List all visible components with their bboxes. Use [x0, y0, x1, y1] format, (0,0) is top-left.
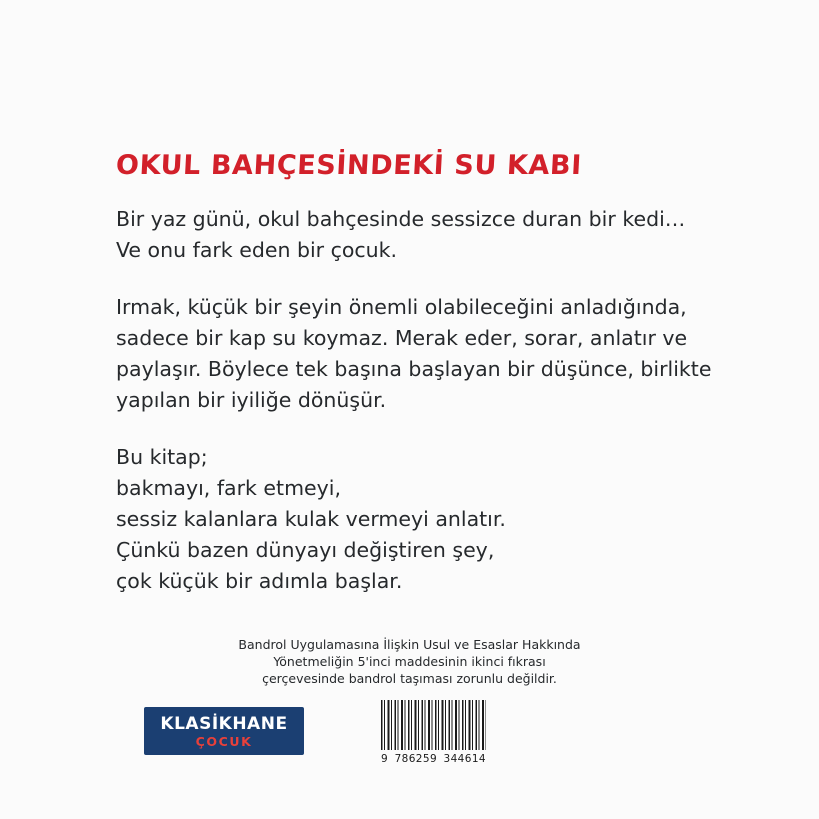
barcode-bars-icon [381, 700, 486, 750]
bandrol-legal-notice [0, 636, 819, 687]
page-title: OKUL BAHÇESİNDEKİ SU KABI [115, 150, 583, 182]
blurb-text-block [116, 204, 736, 597]
isbn-barcode [381, 700, 486, 765]
barcode-digit-prefix: 9 [381, 753, 389, 765]
barcode-digits [381, 753, 486, 765]
publisher-name: KLASİKHANE [160, 714, 288, 734]
publisher-logo [144, 707, 304, 755]
legal-line-3: çerçevesinde bandrol taşıması zorunlu değildir. [262, 671, 557, 686]
blurb-paragraph-3: Bu kitap; bakmayı, fark etmeyi, sessiz kalanlara kulak vermeyi anlatır. Çünkü bazen dünyayı değiştiren şey, çok küçük bir adımla başlar. [116, 445, 506, 593]
legal-line-1: Bandrol Uygulamasına İlişkin Usul ve Esaslar Hakkında [238, 637, 581, 652]
barcode-digit-group-left: 786259 [394, 753, 438, 765]
legal-line-2: Yönetmeliğin 5'inci maddesinin ikinci fıkrası [273, 654, 546, 669]
blurb-paragraph-2: Irmak, küçük bir şeyin önemli olabileceğini anladığında, sadece bir kap su koymaz. Merak eder, sorar, anlatır ve paylaşır. Böylece tek başına başlayan bir düşünce, birlikte yapılan bir iyiliğe dönüşür. [116, 295, 712, 412]
publisher-imprint: ÇOCUK [195, 734, 253, 749]
blurb-paragraph-1: Bir yaz günü, okul bahçesinde sessizce duran bir kedi… Ve onu fark eden bir çocuk. [116, 207, 686, 262]
barcode-digit-group-right: 344614 [443, 753, 486, 765]
